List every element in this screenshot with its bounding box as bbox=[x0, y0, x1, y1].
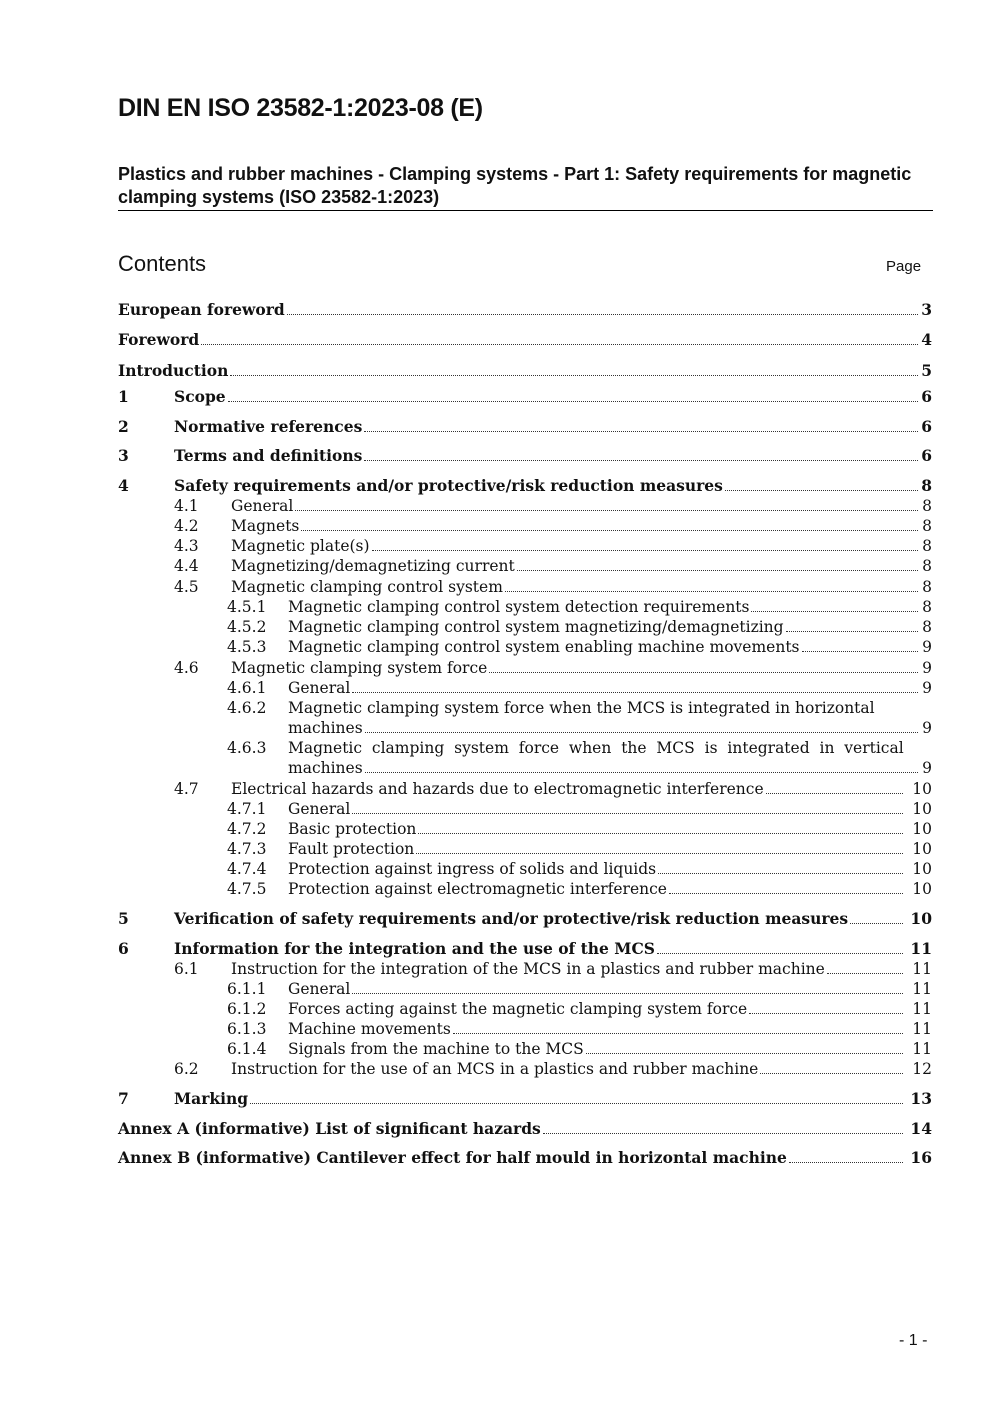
toc-entry-number: 2 bbox=[118, 417, 129, 436]
leader-dots bbox=[489, 672, 918, 673]
toc-entry-label: Foreword bbox=[118, 330, 200, 349]
toc-entry-number: 4.6.1 bbox=[227, 679, 267, 697]
toc-entry-6[interactable] bbox=[0, 939, 992, 959]
toc-entry-page: 11 bbox=[912, 960, 932, 978]
toc-entry-6-1[interactable] bbox=[0, 959, 992, 979]
document-title: DIN EN ISO 23582-1:2023-08 (E) bbox=[118, 94, 483, 122]
toc-entry-number: 4.5.3 bbox=[227, 638, 267, 656]
leader-dots bbox=[365, 732, 918, 733]
toc-entry-label-line-2: machines bbox=[288, 759, 363, 777]
toc-entry-number: 4.5.1 bbox=[227, 598, 267, 616]
toc-entry-page: 13 bbox=[910, 1089, 932, 1108]
toc-entry-introduction[interactable] bbox=[0, 361, 992, 381]
toc-entry-page: 10 bbox=[912, 780, 932, 798]
toc-entry-2[interactable] bbox=[0, 417, 992, 437]
toc-entry-label: Verification of safety requirements and/or protective/risk reduction measures bbox=[174, 909, 849, 928]
toc-entry-7[interactable] bbox=[0, 1089, 992, 1109]
toc-entry-label: Forces acting against the magnetic clamping system force bbox=[288, 1000, 748, 1018]
toc-entry-label: Fault protection bbox=[288, 840, 415, 858]
toc-entry-label: Marking bbox=[174, 1089, 249, 1108]
leader-dots bbox=[749, 1013, 903, 1014]
toc-entry-page: 6 bbox=[921, 417, 932, 436]
toc-entry-page: 8 bbox=[922, 618, 932, 636]
toc-entry-4-6-2[interactable] bbox=[0, 698, 992, 738]
leader-dots bbox=[760, 1073, 903, 1074]
leader-dots bbox=[543, 1133, 903, 1134]
toc-entry-page: 9 bbox=[922, 679, 932, 697]
leader-dots bbox=[352, 692, 918, 693]
toc-entry-number: 4.6.3 bbox=[227, 739, 267, 757]
leader-dots bbox=[416, 853, 903, 854]
toc-entry-6-2[interactable] bbox=[0, 1059, 992, 1079]
toc-entry-label: Magnetizing/demagnetizing current bbox=[231, 557, 515, 575]
leader-dots bbox=[364, 431, 918, 432]
toc-entry-page: 11 bbox=[910, 939, 932, 958]
leader-dots bbox=[751, 611, 918, 612]
toc-entry-label: Scope bbox=[174, 387, 226, 406]
toc-entry-foreword[interactable] bbox=[0, 330, 992, 350]
leader-dots bbox=[418, 833, 903, 834]
toc-entry-number: 4.5.2 bbox=[227, 618, 267, 636]
toc-entry-label: General bbox=[288, 679, 351, 697]
toc-entry-number: 4 bbox=[118, 476, 129, 495]
toc-entry-label: Signals from the machine to the MCS bbox=[288, 1040, 584, 1058]
toc-entry-4-7-5[interactable] bbox=[0, 879, 992, 899]
toc-entry-4-7-3[interactable] bbox=[0, 839, 992, 859]
toc-entry-page: 10 bbox=[912, 820, 932, 838]
toc-entry-label: Machine movements bbox=[288, 1020, 451, 1038]
toc-entry-page: 8 bbox=[921, 476, 932, 495]
toc-entry-label: Annex B (informative) Cantilever effect for half mould in horizontal machine bbox=[118, 1148, 787, 1167]
leader-dots bbox=[301, 530, 918, 531]
toc-entry-label-line-1: Magnetic clamping system force when the MCS is integrated in horizontal bbox=[288, 699, 875, 717]
leader-dots bbox=[827, 973, 903, 974]
toc-entry-label: Magnetic clamping system force bbox=[231, 659, 488, 677]
toc-entry-4-7[interactable] bbox=[0, 779, 992, 799]
toc-entry-number: 4.3 bbox=[174, 537, 199, 555]
toc-entry-page: 10 bbox=[912, 840, 932, 858]
toc-entry-number: 6.1 bbox=[174, 960, 199, 978]
leader-dots bbox=[364, 460, 918, 461]
leader-dots bbox=[453, 1033, 903, 1034]
toc-entry-number: 4.2 bbox=[174, 517, 199, 535]
toc-entry-label: Annex A (informative) List of significant hazards bbox=[118, 1119, 541, 1138]
toc-entry-page: 11 bbox=[912, 1040, 932, 1058]
toc-entry-label: Magnetic plate(s) bbox=[231, 537, 370, 555]
leader-dots bbox=[850, 923, 903, 924]
toc-entry-page: 8 bbox=[922, 537, 932, 555]
toc-entry-number: 6.1.1 bbox=[227, 980, 267, 998]
toc-entry-label: Magnetic clamping control system magnetizing/demagnetizing bbox=[288, 618, 784, 636]
toc-entry-number: 4.6.2 bbox=[227, 699, 267, 717]
toc-entry-label: General bbox=[288, 800, 351, 818]
leader-dots bbox=[287, 314, 918, 315]
toc-entry-page: 9 bbox=[922, 759, 932, 777]
toc-entry-annex-b[interactable] bbox=[0, 1148, 992, 1168]
leader-dots bbox=[250, 1103, 903, 1104]
toc-entry-number: 6.1.3 bbox=[227, 1020, 267, 1038]
toc-entry-4-2[interactable] bbox=[0, 516, 992, 536]
toc-entry-label: Instruction for the use of an MCS in a plastics and rubber machine bbox=[231, 1060, 759, 1078]
toc-entry-number: 3 bbox=[118, 446, 129, 465]
leader-dots bbox=[786, 631, 918, 632]
toc-entry-number: 4.7.5 bbox=[227, 880, 267, 898]
toc-entry-6-1-2[interactable] bbox=[0, 999, 992, 1019]
toc-entry-label: Introduction bbox=[118, 361, 229, 380]
leader-dots bbox=[352, 993, 903, 994]
toc-entry-page: 8 bbox=[922, 578, 932, 596]
toc-entry-4-7-1[interactable] bbox=[0, 799, 992, 819]
toc-entry-number: 4.7.1 bbox=[227, 800, 267, 818]
toc-entry-page: 10 bbox=[910, 909, 932, 928]
leader-dots bbox=[295, 510, 918, 511]
leader-dots bbox=[658, 873, 903, 874]
toc-entry-page: 9 bbox=[922, 638, 932, 656]
leader-dots bbox=[228, 401, 918, 402]
toc-entry-page: 8 bbox=[922, 517, 932, 535]
toc-entry-number: 6.2 bbox=[174, 1060, 199, 1078]
toc-entry-label-line-1: Magnetic clamping system force when the MCS is integrated in vertical bbox=[288, 739, 904, 757]
leader-dots bbox=[669, 893, 903, 894]
toc-entry-label: General bbox=[288, 980, 351, 998]
toc-entry-4-7-4[interactable] bbox=[0, 859, 992, 879]
toc-entry-4-6[interactable] bbox=[0, 658, 992, 678]
toc-entry-4-4[interactable] bbox=[0, 556, 992, 576]
toc-entry-5[interactable] bbox=[0, 909, 992, 929]
toc-entry-page: 11 bbox=[912, 1000, 932, 1018]
leader-dots bbox=[725, 490, 918, 491]
leader-dots bbox=[230, 375, 918, 376]
toc-entry-4-6-3[interactable] bbox=[0, 738, 992, 778]
toc-entry-page: 5 bbox=[921, 361, 932, 380]
toc-entry-label: Magnets bbox=[231, 517, 300, 535]
toc-entry-label-line-2: machines bbox=[288, 719, 363, 737]
toc-entry-4-5-3[interactable] bbox=[0, 637, 992, 657]
toc-entry-label: Normative references bbox=[174, 417, 363, 436]
toc-entry-4-6-1[interactable] bbox=[0, 678, 992, 698]
toc-entry-european-foreword[interactable] bbox=[0, 300, 992, 320]
toc-entry-annex-a[interactable] bbox=[0, 1119, 992, 1139]
toc-entry-page: 6 bbox=[921, 387, 932, 406]
toc-entry-label: Protection against ingress of solids and liquids bbox=[288, 860, 657, 878]
leader-dots bbox=[352, 813, 903, 814]
toc-entry-label: European foreword bbox=[118, 300, 285, 319]
toc-entry-number: 4.6 bbox=[174, 659, 199, 677]
toc-entry-page: 9 bbox=[922, 719, 932, 737]
leader-dots bbox=[586, 1053, 903, 1054]
toc-entry-number: 6.1.2 bbox=[227, 1000, 267, 1018]
toc-entry-number: 4.7.2 bbox=[227, 820, 267, 838]
toc-entry-page: 14 bbox=[910, 1119, 932, 1138]
toc-entry-label: Magnetic clamping control system enabling machine movements bbox=[288, 638, 800, 656]
toc-entry-label: Magnetic clamping control system bbox=[231, 578, 503, 596]
toc-entry-page: 11 bbox=[912, 980, 932, 998]
toc-entry-number: 6.1.4 bbox=[227, 1040, 267, 1058]
toc-entry-label: Basic protection bbox=[288, 820, 417, 838]
toc-entry-page: 10 bbox=[912, 880, 932, 898]
toc-entry-page: 16 bbox=[910, 1148, 932, 1167]
toc-entry-label: Information for the integration and the use of the MCS bbox=[174, 939, 655, 958]
toc-entry-number: 7 bbox=[118, 1089, 129, 1108]
toc-entry-label: Protection against electromagnetic interference bbox=[288, 880, 667, 898]
toc-entry-4-5-2[interactable] bbox=[0, 617, 992, 637]
toc-entry-4-5[interactable] bbox=[0, 577, 992, 597]
toc-entry-number: 4.1 bbox=[174, 497, 199, 515]
subtitle-divider bbox=[118, 210, 933, 211]
leader-dots bbox=[657, 953, 903, 954]
toc-entry-label: Electrical hazards and hazards due to electromagnetic interference bbox=[231, 780, 764, 798]
toc-entry-number: 4.4 bbox=[174, 557, 199, 575]
leader-dots bbox=[505, 591, 918, 592]
toc-entry-4[interactable] bbox=[0, 476, 992, 496]
toc-entry-label: Terms and definitions bbox=[174, 446, 363, 465]
toc-entry-page: 10 bbox=[912, 800, 932, 818]
leader-dots bbox=[201, 344, 918, 345]
toc-entry-label: General bbox=[231, 497, 294, 515]
toc-entry-page: 9 bbox=[922, 659, 932, 677]
toc-entry-6-1-4[interactable] bbox=[0, 1039, 992, 1059]
toc-entry-4-5-1[interactable] bbox=[0, 597, 992, 617]
toc-entry-page: 8 bbox=[922, 557, 932, 575]
leader-dots bbox=[365, 772, 918, 773]
contents-heading: Contents bbox=[118, 251, 207, 276]
toc-entry-page: 10 bbox=[912, 860, 932, 878]
toc-entry-page: 6 bbox=[921, 446, 932, 465]
toc-entry-number: 1 bbox=[118, 387, 129, 406]
toc-entry-page: 11 bbox=[912, 1020, 932, 1038]
toc-entry-6-1-3[interactable] bbox=[0, 1019, 992, 1039]
toc-entry-page: 12 bbox=[912, 1060, 932, 1078]
toc-entry-page: 4 bbox=[921, 330, 932, 349]
toc-entry-label: Safety requirements and/or protective/risk reduction measures bbox=[174, 476, 723, 495]
leader-dots bbox=[802, 651, 918, 652]
toc-entry-number: 4.5 bbox=[174, 578, 199, 596]
toc-entry-label: Magnetic clamping control system detection requirements bbox=[288, 598, 750, 616]
toc-entry-page: 8 bbox=[922, 598, 932, 616]
toc-entry-page: 3 bbox=[921, 300, 932, 319]
toc-entry-6-1-1[interactable] bbox=[0, 979, 992, 999]
document-subtitle: Plastics and rubber machines - Clamping systems - Part 1: Safety requirements for magnetic clamping systems (ISO 23582-1:2023) bbox=[118, 164, 912, 207]
toc-entry-number: 4.7 bbox=[174, 780, 199, 798]
leader-dots bbox=[517, 570, 918, 571]
toc-entry-number: 5 bbox=[118, 909, 129, 928]
toc-entry-4-1[interactable] bbox=[0, 496, 992, 516]
toc-entry-number: 4.7.4 bbox=[227, 860, 267, 878]
toc-entry-4-3[interactable] bbox=[0, 536, 992, 556]
toc-entry-3[interactable] bbox=[0, 446, 992, 466]
page-number: - 1 - bbox=[899, 1332, 928, 1349]
toc-entry-number: 4.7.3 bbox=[227, 840, 267, 858]
leader-dots bbox=[372, 550, 918, 551]
page-column-label: Page bbox=[886, 258, 922, 275]
toc-entry-page: 8 bbox=[922, 497, 932, 515]
leader-dots bbox=[789, 1162, 903, 1163]
leader-dots bbox=[766, 793, 903, 794]
toc-entry-4-7-2[interactable] bbox=[0, 819, 992, 839]
toc-entry-number: 6 bbox=[118, 939, 129, 958]
toc-entry-1[interactable] bbox=[0, 387, 992, 407]
toc-entry-label: Instruction for the integration of the MCS in a plastics and rubber machine bbox=[231, 960, 825, 978]
